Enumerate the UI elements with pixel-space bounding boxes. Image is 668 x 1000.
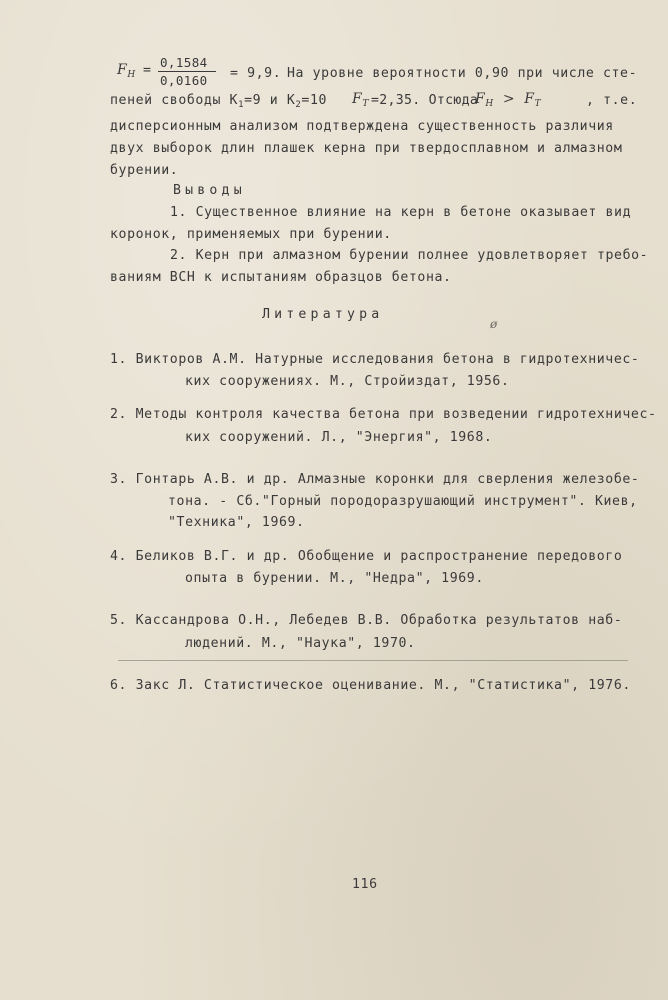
conclusion-1-line1: 1. Существенное влияние на керн в бетоне оказывает вид xyxy=(170,205,632,220)
conclusion-1-line2: коронок, применяемых при бурении. xyxy=(110,227,392,242)
formula-text-line2: пеней свободы $K_1=9$ и $K_2=10$ xyxy=(110,93,328,110)
reference-2-line2: ких сооружений. Л., "Энергия", 1968. xyxy=(185,430,493,445)
reference-2-line1: 2. Методы контроля качества бетона при возведении гидротехничес- xyxy=(110,407,657,422)
formula-fraction-bar xyxy=(158,71,216,72)
formula-numerator: 0,1584 xyxy=(160,55,208,70)
reference-4-line1: 4. Беликов В.Г. и др. Обобщение и распространение передового xyxy=(110,549,623,564)
reference-5-line1: 5. Кассандрова О.Н., Лебедев В.В. Обработка результатов наб- xyxy=(110,613,623,628)
formula-text-line3: дисперсионным анализом подтверждена существенность различия xyxy=(110,119,614,134)
reference-3-line2: тона. - Сб."Горный породоразрушающий инструмент". Киев, xyxy=(168,494,638,509)
reference-1-line1: 1. Викторов А.М. Натурные исследования бетона в гидротехничес- xyxy=(110,352,640,367)
pencil-mark-icon: ø xyxy=(490,317,498,331)
formula-fh-symbol: $F_H$ xyxy=(117,62,136,80)
literature-heading: Литература xyxy=(262,307,384,322)
formula-text-line5: бурении. xyxy=(110,163,179,178)
reference-6-line1: 6. Закс Л. Статистическое оценивание. М., "Статистика", 1976. xyxy=(110,678,631,693)
formula-equals: = xyxy=(143,63,152,78)
reference-3-line1: 3. Гонтарь А.В. и др. Алмазные коронки для сверления железобе- xyxy=(110,472,640,487)
formula-text-line1: На уровне вероятности 0,90 при числе сте- xyxy=(287,66,638,81)
faint-rule-line xyxy=(118,660,628,661)
reference-3-line3: "Техника", 1969. xyxy=(168,515,305,530)
conclusion-2-line2: ваниям ВСН к испытаниям образцов бетона. xyxy=(110,270,452,285)
conclusion-2-line1: 2. Керн при алмазном бурении полнее удовлетворяет требо- xyxy=(170,248,649,263)
formula-denominator: 0,0160 xyxy=(160,73,208,88)
formula-result: = 9,9. xyxy=(230,66,282,81)
formula-ft-symbol: $F_T$ xyxy=(352,91,369,109)
conclusions-heading: Выводы xyxy=(173,183,246,198)
formula-comparison: $F_H > F_T$ xyxy=(475,91,542,109)
formula-ft-value: =2,35. Отсюда xyxy=(371,93,479,108)
reference-4-line2: опыта в бурении. М., "Недра", 1969. xyxy=(185,571,484,586)
formula-text-line2-end: , т.е. xyxy=(586,93,638,108)
formula-text-line4: двух выборок длин плашек керна при твердосплавном и алмазном xyxy=(110,141,623,156)
reference-1-line2: ких сооружениях. М., Стройиздат, 1956. xyxy=(185,374,510,389)
page-number: 116 xyxy=(352,877,378,892)
reference-5-line2: людений. М., "Наука", 1970. xyxy=(185,636,416,651)
